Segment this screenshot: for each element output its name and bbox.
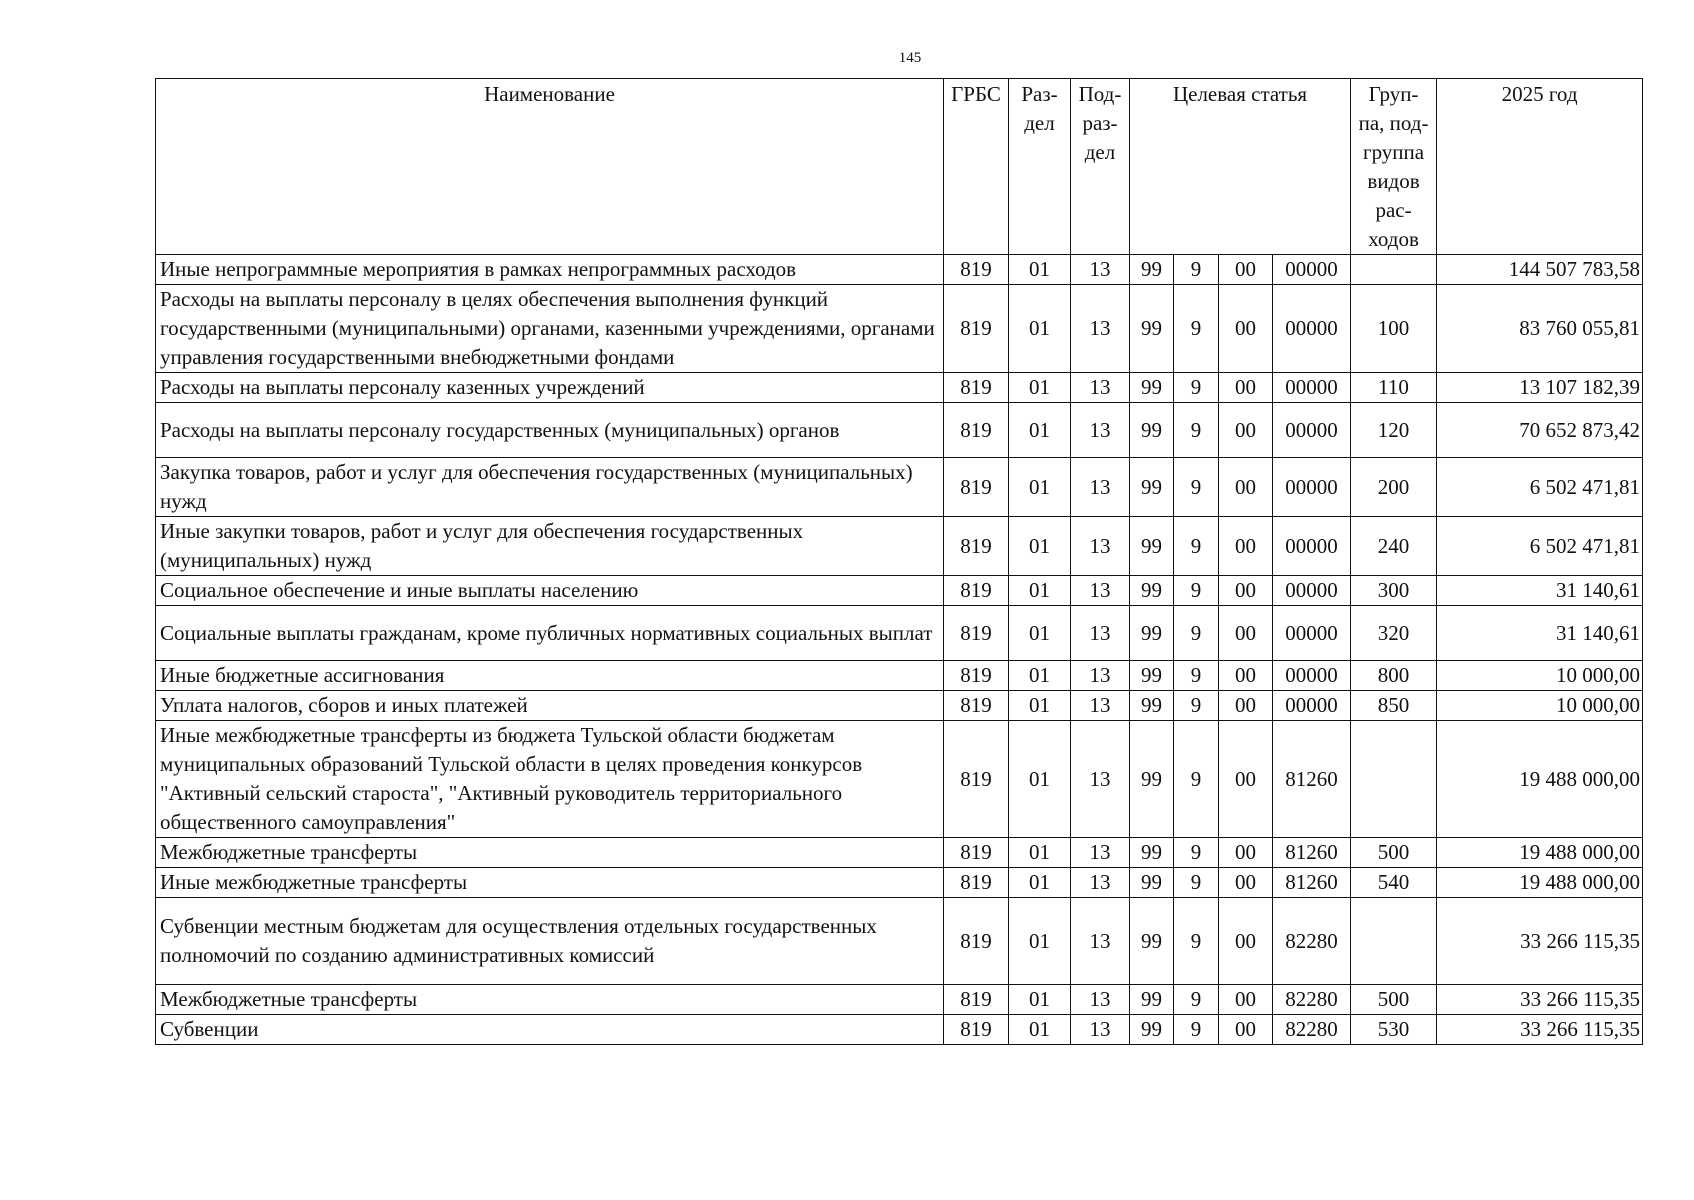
cell-amount: 33 266 115,35 <box>1437 1015 1643 1045</box>
cell-t1: 99 <box>1130 838 1174 868</box>
cell-t4: 81260 <box>1273 721 1351 838</box>
cell-razdel: 01 <box>1009 517 1071 576</box>
cell-podrazdel: 13 <box>1071 576 1130 606</box>
cell-razdel: 01 <box>1009 576 1071 606</box>
table-row <box>156 691 1643 721</box>
cell-razdel: 01 <box>1009 403 1071 458</box>
cell-podrazdel: 13 <box>1071 606 1130 661</box>
cell-podrazdel: 13 <box>1071 838 1130 868</box>
cell-group: 800 <box>1351 661 1437 691</box>
cell-t2: 9 <box>1174 517 1219 576</box>
cell-name: Иные бюджетные ассигнования <box>156 661 944 691</box>
cell-t4: 82280 <box>1273 898 1351 985</box>
budget-table-body <box>156 255 1643 1045</box>
cell-t2: 9 <box>1174 576 1219 606</box>
cell-t1: 99 <box>1130 285 1174 373</box>
cell-t3: 00 <box>1219 868 1273 898</box>
cell-name: Межбюджетные трансферты <box>156 838 944 868</box>
cell-razdel: 01 <box>1009 606 1071 661</box>
cell-name: Иные непрограммные мероприятия в рамках непрограммных расходов <box>156 255 944 285</box>
cell-grbs: 819 <box>944 1015 1009 1045</box>
cell-t1: 99 <box>1130 517 1174 576</box>
cell-razdel: 01 <box>1009 1015 1071 1045</box>
cell-name: Субвенции <box>156 1015 944 1045</box>
cell-grbs: 819 <box>944 985 1009 1015</box>
cell-t1: 99 <box>1130 721 1174 838</box>
cell-razdel: 01 <box>1009 285 1071 373</box>
cell-t1: 99 <box>1130 898 1174 985</box>
cell-razdel: 01 <box>1009 458 1071 517</box>
cell-amount: 6 502 471,81 <box>1437 517 1643 576</box>
cell-t1: 99 <box>1130 661 1174 691</box>
cell-t4: 00000 <box>1273 517 1351 576</box>
cell-grbs: 819 <box>944 576 1009 606</box>
cell-grbs: 819 <box>944 868 1009 898</box>
cell-amount: 19 488 000,00 <box>1437 721 1643 838</box>
header-row <box>156 79 1643 255</box>
table-row <box>156 868 1643 898</box>
cell-group: 850 <box>1351 691 1437 721</box>
cell-t1: 99 <box>1130 1015 1174 1045</box>
cell-t3: 00 <box>1219 285 1273 373</box>
cell-amount: 6 502 471,81 <box>1437 458 1643 517</box>
cell-grbs: 819 <box>944 661 1009 691</box>
cell-t4: 00000 <box>1273 373 1351 403</box>
cell-amount: 13 107 182,39 <box>1437 373 1643 403</box>
cell-t3: 00 <box>1219 661 1273 691</box>
cell-group: 320 <box>1351 606 1437 661</box>
cell-amount: 70 652 873,42 <box>1437 403 1643 458</box>
cell-group: 110 <box>1351 373 1437 403</box>
table-row <box>156 373 1643 403</box>
cell-t4: 00000 <box>1273 255 1351 285</box>
cell-name: Субвенции местным бюджетам для осуществления отдельных государственных полномочий по созданию административных комиссий <box>156 898 944 985</box>
cell-t4: 82280 <box>1273 1015 1351 1045</box>
header-grbs: ГРБС <box>944 79 1009 255</box>
header-podrazdel: Под- раз- дел <box>1071 79 1130 255</box>
cell-t1: 99 <box>1130 458 1174 517</box>
cell-group <box>1351 255 1437 285</box>
cell-t2: 9 <box>1174 661 1219 691</box>
table-row <box>156 1015 1643 1045</box>
cell-t2: 9 <box>1174 606 1219 661</box>
cell-t3: 00 <box>1219 517 1273 576</box>
cell-razdel: 01 <box>1009 373 1071 403</box>
cell-t2: 9 <box>1174 373 1219 403</box>
cell-amount: 33 266 115,35 <box>1437 898 1643 985</box>
cell-group: 540 <box>1351 868 1437 898</box>
cell-amount: 10 000,00 <box>1437 661 1643 691</box>
cell-razdel: 01 <box>1009 721 1071 838</box>
cell-amount: 33 266 115,35 <box>1437 985 1643 1015</box>
table-row <box>156 517 1643 576</box>
header-razdel: Раз- дел <box>1009 79 1071 255</box>
table-row <box>156 985 1643 1015</box>
cell-podrazdel: 13 <box>1071 691 1130 721</box>
cell-t1: 99 <box>1130 868 1174 898</box>
cell-podrazdel: 13 <box>1071 898 1130 985</box>
cell-grbs: 819 <box>944 403 1009 458</box>
cell-amount: 31 140,61 <box>1437 576 1643 606</box>
cell-podrazdel: 13 <box>1071 868 1130 898</box>
table-row <box>156 285 1643 373</box>
cell-grbs: 819 <box>944 255 1009 285</box>
cell-t4: 00000 <box>1273 691 1351 721</box>
cell-group: 500 <box>1351 838 1437 868</box>
table-row <box>156 403 1643 458</box>
table-row <box>156 458 1643 517</box>
cell-t3: 00 <box>1219 985 1273 1015</box>
table-row <box>156 606 1643 661</box>
cell-name: Расходы на выплаты персоналу государственных (муниципальных) органов <box>156 403 944 458</box>
cell-podrazdel: 13 <box>1071 721 1130 838</box>
cell-t4: 00000 <box>1273 403 1351 458</box>
cell-t3: 00 <box>1219 721 1273 838</box>
cell-t1: 99 <box>1130 403 1174 458</box>
cell-razdel: 01 <box>1009 661 1071 691</box>
cell-t2: 9 <box>1174 285 1219 373</box>
cell-podrazdel: 13 <box>1071 373 1130 403</box>
cell-t3: 00 <box>1219 838 1273 868</box>
cell-t2: 9 <box>1174 838 1219 868</box>
cell-t3: 00 <box>1219 255 1273 285</box>
table-row <box>156 838 1643 868</box>
cell-grbs: 819 <box>944 517 1009 576</box>
header-target-article: Целевая статья <box>1130 79 1351 255</box>
cell-group: 500 <box>1351 985 1437 1015</box>
cell-group: 300 <box>1351 576 1437 606</box>
cell-t1: 99 <box>1130 373 1174 403</box>
cell-podrazdel: 13 <box>1071 255 1130 285</box>
cell-name: Иные закупки товаров, работ и услуг для обеспечения государственных (муниципальных) нужд <box>156 517 944 576</box>
cell-group: 240 <box>1351 517 1437 576</box>
cell-t4: 82280 <box>1273 985 1351 1015</box>
cell-name: Социальное обеспечение и иные выплаты населению <box>156 576 944 606</box>
cell-name: Иные межбюджетные трансферты из бюджета Тульской области бюджетам муниципальных образований Тульской области в целях проведения конкурсов "Активный сельский староста", "Активный руководитель территориального общественного самоуправления" <box>156 721 944 838</box>
cell-t1: 99 <box>1130 691 1174 721</box>
cell-t1: 99 <box>1130 576 1174 606</box>
cell-t2: 9 <box>1174 985 1219 1015</box>
cell-grbs: 819 <box>944 898 1009 985</box>
table-row <box>156 576 1643 606</box>
cell-group: 530 <box>1351 1015 1437 1045</box>
cell-t3: 00 <box>1219 606 1273 661</box>
header-year-2025: 2025 год <box>1437 79 1643 255</box>
cell-t4: 00000 <box>1273 606 1351 661</box>
cell-t2: 9 <box>1174 458 1219 517</box>
cell-grbs: 819 <box>944 691 1009 721</box>
cell-podrazdel: 13 <box>1071 1015 1130 1045</box>
cell-t1: 99 <box>1130 255 1174 285</box>
cell-name: Закупка товаров, работ и услуг для обеспечения государственных (муниципальных) нужд <box>156 458 944 517</box>
table-row <box>156 661 1643 691</box>
cell-name: Межбюджетные трансферты <box>156 985 944 1015</box>
cell-amount: 19 488 000,00 <box>1437 868 1643 898</box>
cell-amount: 83 760 055,81 <box>1437 285 1643 373</box>
cell-amount: 144 507 783,58 <box>1437 255 1643 285</box>
cell-grbs: 819 <box>944 606 1009 661</box>
cell-podrazdel: 13 <box>1071 285 1130 373</box>
cell-t4: 00000 <box>1273 576 1351 606</box>
table-row <box>156 721 1643 838</box>
cell-podrazdel: 13 <box>1071 458 1130 517</box>
cell-razdel: 01 <box>1009 691 1071 721</box>
cell-podrazdel: 13 <box>1071 985 1130 1015</box>
cell-t1: 99 <box>1130 606 1174 661</box>
cell-t3: 00 <box>1219 403 1273 458</box>
cell-podrazdel: 13 <box>1071 661 1130 691</box>
cell-t2: 9 <box>1174 898 1219 985</box>
cell-t4: 81260 <box>1273 838 1351 868</box>
cell-t4: 81260 <box>1273 868 1351 898</box>
cell-grbs: 819 <box>944 373 1009 403</box>
cell-name: Иные межбюджетные трансферты <box>156 868 944 898</box>
cell-grbs: 819 <box>944 458 1009 517</box>
header-name: Наименование <box>156 79 944 255</box>
cell-t4: 00000 <box>1273 285 1351 373</box>
header-expense-group: Груп- па, под- группа видов рас- ходов <box>1351 79 1437 255</box>
cell-t3: 00 <box>1219 1015 1273 1045</box>
cell-t3: 00 <box>1219 898 1273 985</box>
cell-group: 100 <box>1351 285 1437 373</box>
cell-name: Уплата налогов, сборов и иных платежей <box>156 691 944 721</box>
cell-grbs: 819 <box>944 721 1009 838</box>
cell-amount: 10 000,00 <box>1437 691 1643 721</box>
cell-razdel: 01 <box>1009 985 1071 1015</box>
cell-t2: 9 <box>1174 255 1219 285</box>
cell-t1: 99 <box>1130 985 1174 1015</box>
cell-razdel: 01 <box>1009 898 1071 985</box>
cell-t2: 9 <box>1174 1015 1219 1045</box>
cell-name: Расходы на выплаты персоналу в целях обеспечения выполнения функций государственными (муниципальными) органами, казенными учреждениями, органами управления государственными внебюджетными фондами <box>156 285 944 373</box>
cell-t3: 00 <box>1219 691 1273 721</box>
cell-t2: 9 <box>1174 691 1219 721</box>
cell-name: Расходы на выплаты персоналу казенных учреждений <box>156 373 944 403</box>
cell-name: Социальные выплаты гражданам, кроме публичных нормативных социальных выплат <box>156 606 944 661</box>
cell-razdel: 01 <box>1009 255 1071 285</box>
page-number: 145 <box>898 50 922 66</box>
cell-t2: 9 <box>1174 403 1219 458</box>
cell-amount: 31 140,61 <box>1437 606 1643 661</box>
table-row <box>156 255 1643 285</box>
table-row <box>156 898 1643 985</box>
cell-group: 120 <box>1351 403 1437 458</box>
budget-table <box>155 78 1643 1045</box>
cell-t2: 9 <box>1174 868 1219 898</box>
cell-group <box>1351 721 1437 838</box>
cell-t3: 00 <box>1219 576 1273 606</box>
cell-podrazdel: 13 <box>1071 403 1130 458</box>
cell-razdel: 01 <box>1009 868 1071 898</box>
cell-t3: 00 <box>1219 458 1273 517</box>
cell-grbs: 819 <box>944 838 1009 868</box>
cell-amount: 19 488 000,00 <box>1437 838 1643 868</box>
cell-grbs: 819 <box>944 285 1009 373</box>
cell-razdel: 01 <box>1009 838 1071 868</box>
cell-group <box>1351 898 1437 985</box>
cell-t4: 00000 <box>1273 661 1351 691</box>
cell-t4: 00000 <box>1273 458 1351 517</box>
cell-t3: 00 <box>1219 373 1273 403</box>
cell-podrazdel: 13 <box>1071 517 1130 576</box>
cell-t2: 9 <box>1174 721 1219 838</box>
cell-group: 200 <box>1351 458 1437 517</box>
